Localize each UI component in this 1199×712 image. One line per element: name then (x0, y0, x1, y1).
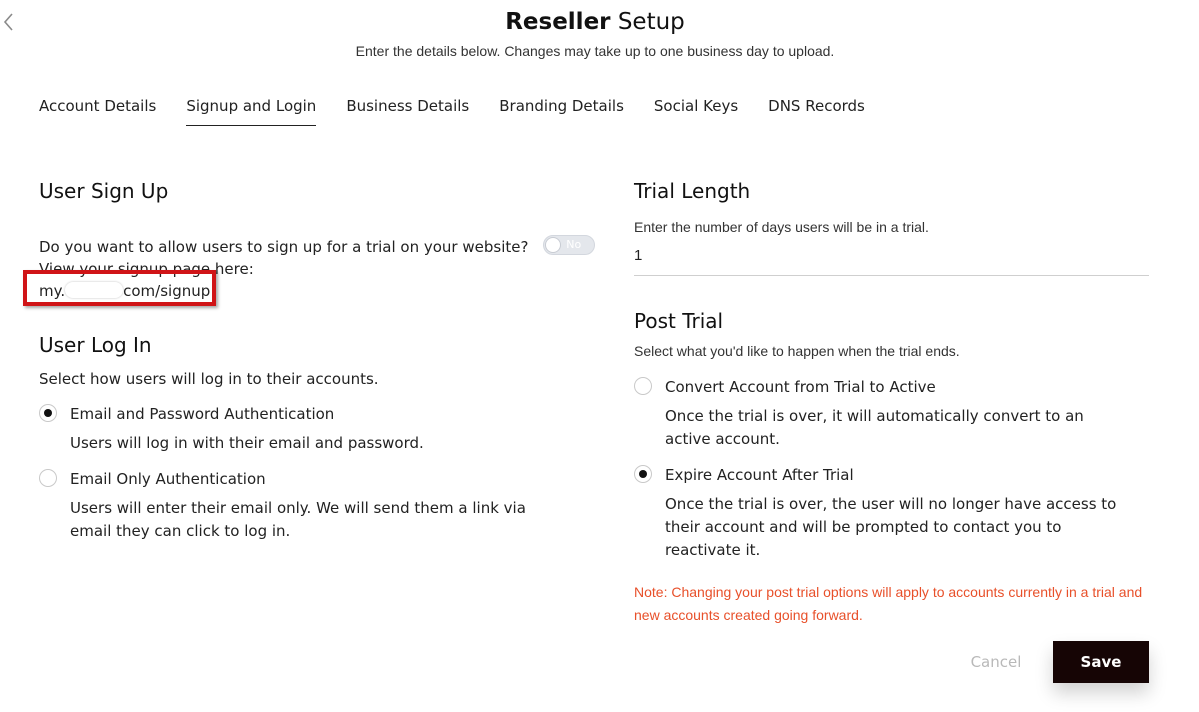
login-option-email-password[interactable] (39, 403, 580, 454)
post-trial-option-convert[interactable] (634, 376, 1145, 451)
post-trial-option-description: Once the trial is over, the user will no longer have access to their account and will be prompted to contact you to reactivate it. (665, 495, 1117, 559)
toggle-knob (545, 237, 561, 253)
trial-length-heading: Trial Length (634, 179, 751, 203)
redacted-domain (65, 282, 123, 298)
signup-url-prefix: my. (39, 282, 66, 300)
left-column (39, 176, 582, 540)
login-description: Select how users will log in to their accounts. (39, 370, 379, 388)
login-option-description: Users will enter their email only. We will send them a link via email they can click to log in. (70, 499, 526, 540)
radio-email-only[interactable] (39, 469, 57, 487)
signup-url[interactable] (39, 282, 210, 300)
radio-expire-account[interactable] (634, 465, 652, 483)
signup-toggle[interactable] (543, 235, 595, 255)
post-trial-note: Note: Changing your post trial options will apply to accounts currently in a trial and new accounts created going forward. (634, 584, 1143, 623)
trial-length-description: Enter the number of days users will be in a trial. (634, 219, 929, 235)
tab-social-keys[interactable]: Social Keys (653, 97, 739, 115)
toggle-label: No (566, 238, 582, 251)
page-title-rest: Setup (617, 9, 685, 35)
tab-bar (39, 96, 895, 126)
trial-length-input[interactable] (634, 237, 1149, 276)
user-login-heading: User Log In (39, 333, 152, 357)
login-option-description: Users will log in with their email and password. (70, 434, 424, 452)
post-trial-description: Select what you'd like to happen when the trial ends. (634, 343, 960, 359)
post-trial-heading: Post Trial (634, 309, 724, 333)
signup-url-suffix: com/signup (123, 282, 211, 300)
user-signup-heading: User Sign Up (39, 179, 169, 203)
tab-account-details[interactable]: Account Details (39, 97, 157, 115)
post-trial-option-label: Convert Account from Trial to Active (665, 378, 936, 396)
signup-question: Do you want to allow users to sign up for a trial on your website? (39, 238, 529, 256)
login-option-label: Email and Password Authentication (70, 405, 335, 423)
radio-convert-account[interactable] (634, 377, 652, 395)
post-trial-option-description: Once the trial is over, it will automatically convert to an active account. (665, 407, 1084, 448)
login-option-label: Email Only Authentication (70, 470, 266, 488)
post-trial-option-expire[interactable] (634, 464, 1155, 562)
right-column (634, 176, 1149, 627)
post-trial-option-label: Expire Account After Trial (665, 466, 854, 484)
cancel-button[interactable]: Cancel (970, 653, 1022, 671)
login-option-email-only[interactable] (39, 468, 580, 543)
radio-email-password[interactable] (39, 404, 57, 422)
tab-branding-details[interactable]: Branding Details (499, 97, 624, 115)
signup-question-row (39, 235, 595, 258)
tab-dns-records[interactable]: DNS Records (768, 97, 865, 115)
tab-signup-and-login[interactable]: Signup and Login (186, 96, 316, 126)
save-button[interactable]: Save (1053, 641, 1149, 683)
page-subtitle: Enter the details below. Changes may take up to one business day to upload. (355, 43, 835, 59)
page-title-bold: Reseller (505, 9, 611, 35)
page-title (0, 6, 1190, 38)
signup-view-text: View your signup page here: (39, 260, 254, 278)
tab-business-details[interactable]: Business Details (346, 97, 470, 115)
